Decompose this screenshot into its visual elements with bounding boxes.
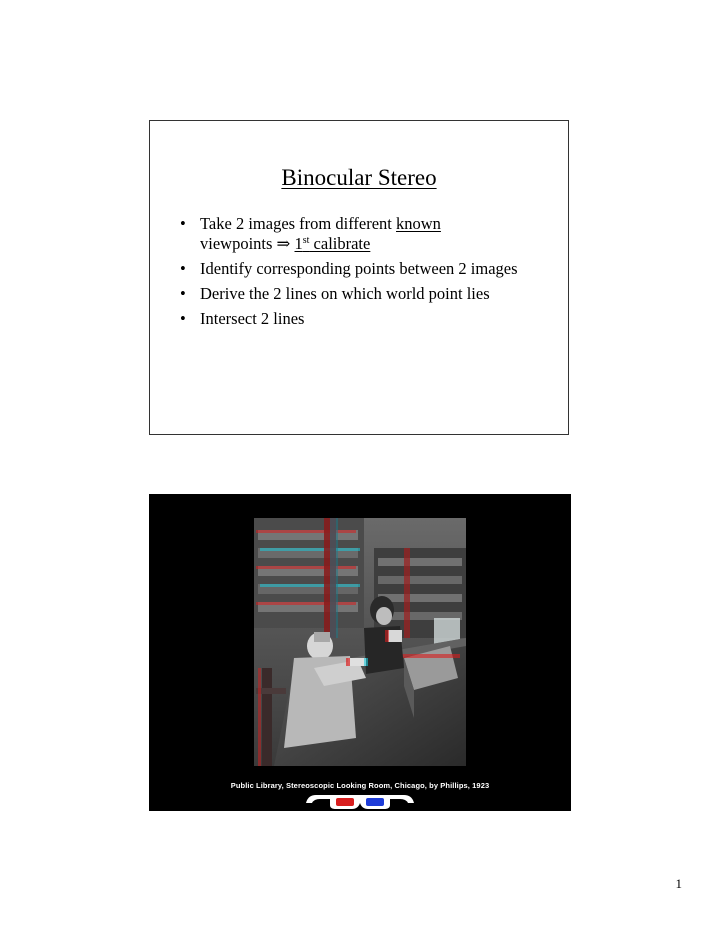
anaglyph-library-photo xyxy=(254,518,466,766)
slide-anaglyph-photo xyxy=(149,494,571,811)
implies-arrow: ⇒ xyxy=(276,234,291,253)
underlined-known: known xyxy=(396,214,441,233)
underlined-calibrate: 1st calibrate xyxy=(294,234,371,253)
bullet-item xyxy=(176,284,556,304)
bullet-dot: • xyxy=(180,259,186,278)
bullet-item xyxy=(176,214,556,254)
bullet-text-line2: viewpoints xyxy=(200,234,277,253)
bullet-item xyxy=(176,259,556,279)
slide-binocular-stereo xyxy=(149,120,569,435)
bullet-dot: • xyxy=(180,214,186,233)
page-number: 1 xyxy=(675,876,682,891)
bullet-dot: • xyxy=(180,309,186,328)
bullet-text: Identify corresponding points between 2 images xyxy=(200,259,518,278)
bullet-text: Take 2 images from different xyxy=(200,214,397,233)
photo-caption: Public Library, Stereoscopic Looking Room, Chicago, by Phillips, 1923 xyxy=(230,781,490,790)
3d-glasses-icon xyxy=(304,791,416,811)
bullet-item xyxy=(176,309,556,329)
slide-title: Binocular Stereo xyxy=(281,165,437,190)
bullet-list xyxy=(176,214,556,334)
bullet-text: Derive the 2 lines on which world point lies xyxy=(200,284,490,303)
bullet-text: Intersect 2 lines xyxy=(200,309,305,328)
bullet-dot: • xyxy=(180,284,186,303)
